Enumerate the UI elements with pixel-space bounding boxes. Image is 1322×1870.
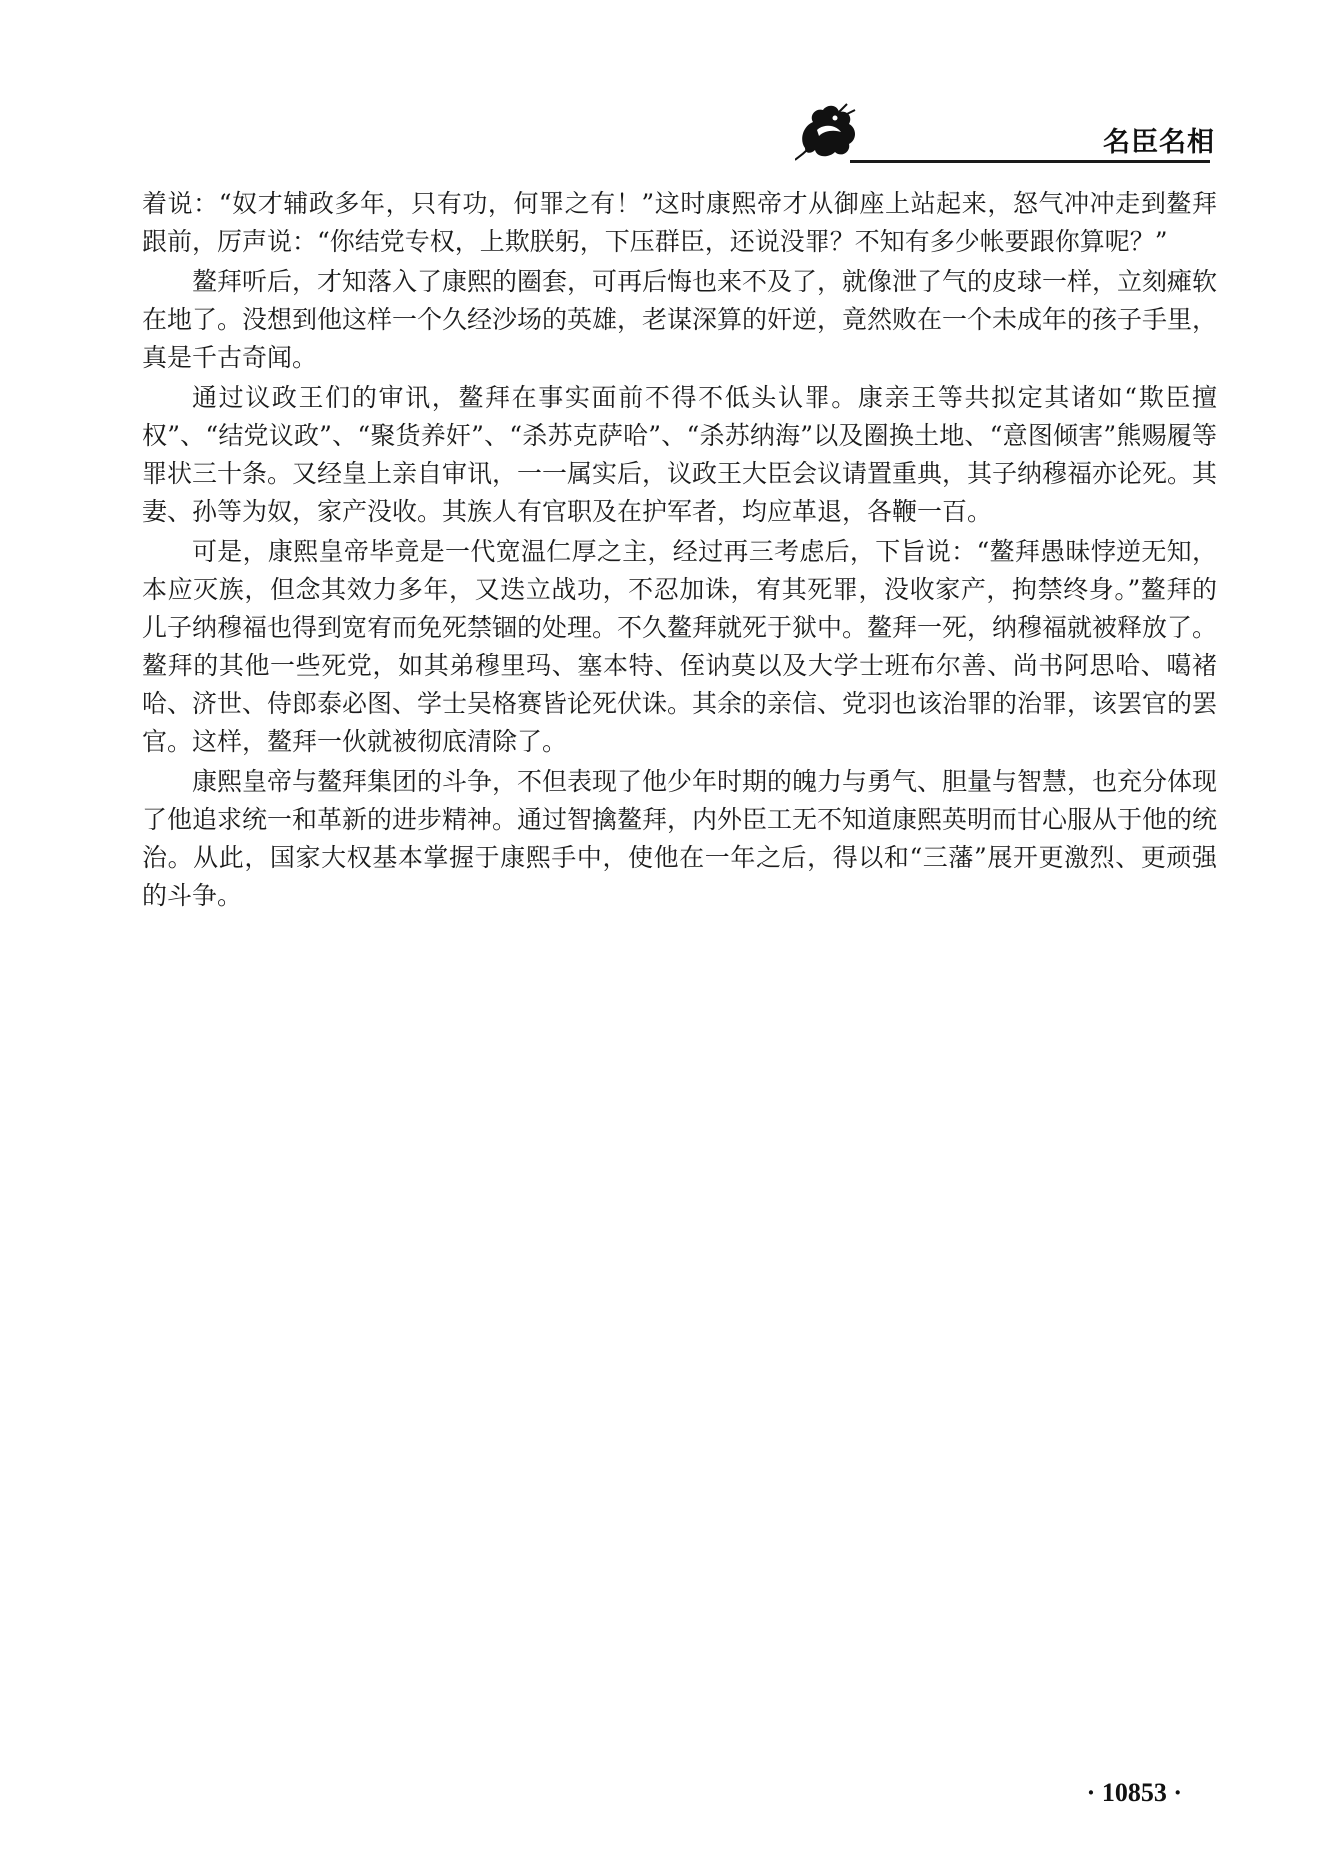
dragon-emblem-icon: [795, 100, 865, 162]
paragraph: 着说：“奴才辅政多年，只有功，何罪之有！”这时康熙帝才从御座上站起来，怒气冲冲走到鳌拜跟前，厉声说：“你结党专权，上欺朕躬，下压群臣，还说没罪？不知有多少帐要跟你算呢？”: [142, 189, 1217, 256]
section-title: 名臣名相: [1103, 127, 1215, 158]
paragraph: 康熙皇帝与鳌拜集团的斗争，不但表现了他少年时期的魄力与勇气、胆量与智慧，也充分体现了他追求统一和革新的进步精神。通过智擒鳌拜，内外臣工无不知道康熙英明而甘心服从于他的统治。从此，国家大权基本掌握于康熙手中，使他在一年之后，得以和“三藩”展开更激烈、更顽强的斗争。: [142, 767, 1218, 910]
paragraph: 鳌拜听后，才知落入了康熙的圈套，可再后悔也来不及了，就像泄了气的皮球一样，立刻瘫软在地了。没想到他这样一个久经沙场的英雄，老谋深算的奸逆，竟然败在一个未成年的孩子手里，真是千古奇闻。: [142, 267, 1218, 372]
page-number: · 10853 ·: [1086, 1778, 1182, 1807]
running-header: [795, 100, 1215, 170]
paragraph: 可是，康熙皇帝毕竟是一代宽温仁厚之主，经过再三考虑后，下旨说：“鳌拜愚昧悖逆无知，本应灭族，但念其效力多年，又迭立战功，不忍加诛，宥其死罪，没收家产，拘禁终身。”鳌拜的儿子纳穆福也得到宽宥而免死禁锢的处理。不久鳌拜就死于狱中。鳌拜一死，纳穆福就被释放了。鳌拜的其他一些死党，如其弟穆里玛、塞本特、侄讷莫以及大学士班布尔善、尚书阿思哈、噶褚哈、济世、侍郎泰必图、学士吴格赛皆论死伏诛。其余的亲信、党羽也该治罪的治罪，该罢官的罢官。这样，鳌拜一伙就被彻底清除了。: [142, 537, 1218, 756]
body-text: [142, 185, 1217, 917]
paragraph: 通过议政王们的审讯，鳌拜在事实面前不得不低头认罪。康亲王等共拟定其诸如“欺臣擅权”、“结党议政”、“聚货养奸”、“杀苏克萨哈”、“杀苏纳海”以及圈换土地、“意图倾害”熊赐履等罪状三十条。又经皇上亲自审讯，一一属实后，议政王大臣会议请置重典，其子纳穆福亦论死。其妻、孙等为奴，家产没收。其族人有官职及在护军者，均应革退，各鞭一百。: [142, 383, 1218, 526]
header-rule: [850, 160, 1210, 163]
